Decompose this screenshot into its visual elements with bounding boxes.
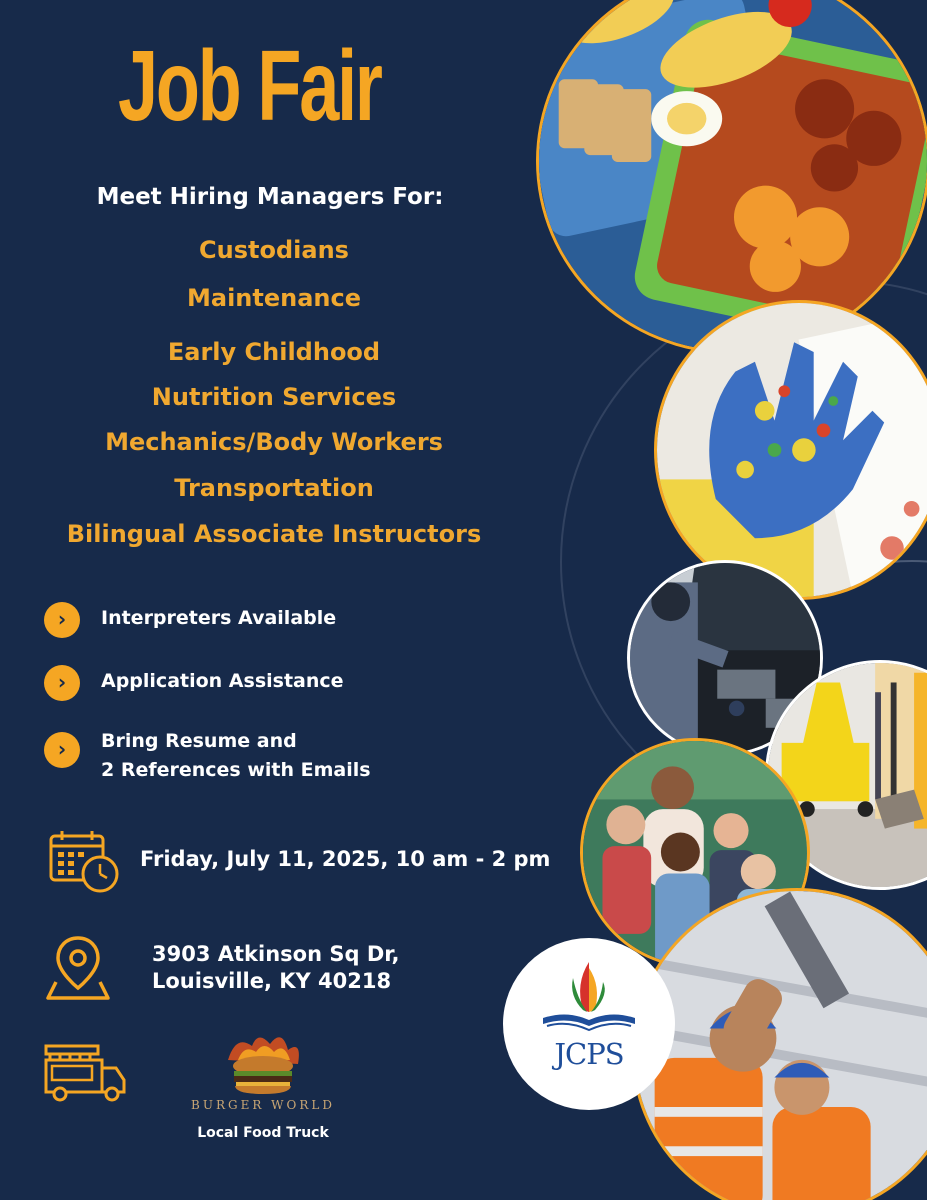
burger-world-wordmark: BURGER WORLD [191, 1098, 335, 1112]
position-item: Bilingual Associate Instructors [66, 520, 482, 548]
jcps-logo [503, 938, 675, 1110]
subtitle: Meet Hiring Managers For: [96, 184, 444, 210]
bullet-interpreters [44, 602, 524, 662]
position-item: Early Childhood [167, 338, 381, 366]
chevron-right-icon: › [44, 602, 80, 638]
bullet-text-line2: 2 References with Emails [101, 759, 371, 781]
chevron-right-icon: › [44, 732, 80, 768]
bullet-text: Application Assistance [101, 670, 344, 692]
bullet-text: Interpreters Available [101, 607, 337, 629]
painted-hand-photo [654, 300, 927, 600]
position-item: Nutrition Services [151, 383, 397, 411]
event-date: Friday, July 11, 2025, 10 am - 2 pm [140, 847, 551, 871]
food-truck-caption: Local Food Truck [197, 1125, 329, 1141]
position-item: Mechanics/Body Workers [105, 428, 443, 456]
address-line-1: 3903 Atkinson Sq Dr, [152, 942, 400, 966]
bullet-text-line1: Bring Resume and [101, 730, 297, 752]
map-pin-icon [44, 932, 112, 1002]
bullet-application-assistance [44, 665, 524, 725]
page-title: Job Fair [118, 30, 381, 142]
burger-world-logo [178, 1030, 348, 1112]
calendar-clock-icon [48, 828, 120, 894]
position-item: Custodians [199, 236, 349, 264]
position-item: Transportation [174, 474, 374, 502]
jcps-wordmark: JCPS [554, 1037, 624, 1071]
address-line-2: Louisville, KY 40218 [152, 969, 392, 993]
chevron-right-icon: › [44, 665, 80, 701]
food-truck-icon [42, 1040, 128, 1104]
lunchbox-photo [536, 0, 927, 354]
position-item: Maintenance [186, 284, 361, 312]
bullet-bring-resume [44, 732, 524, 792]
